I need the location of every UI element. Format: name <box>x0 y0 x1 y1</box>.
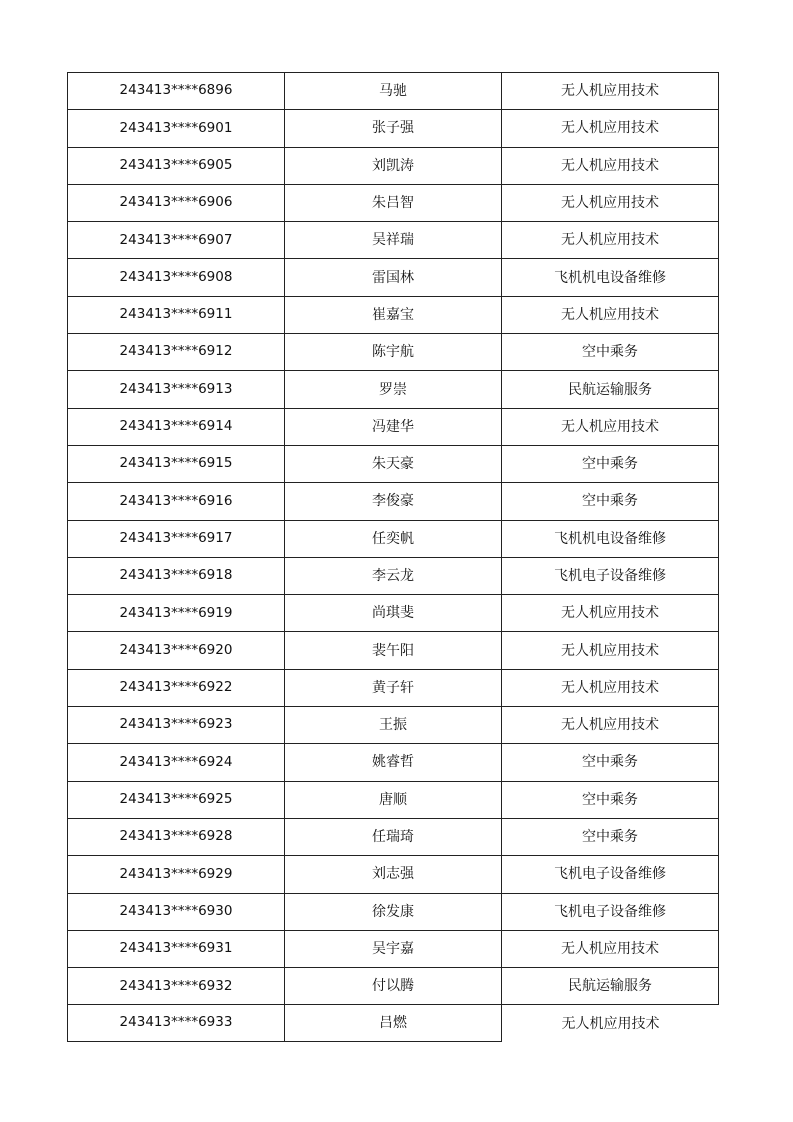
major-cell: 空中乘务 <box>502 445 719 482</box>
student-name-cell: 唐顺 <box>284 781 502 818</box>
student-id-cell: 243413****6932 <box>67 967 284 1004</box>
student-name-cell: 任奕帆 <box>284 520 502 557</box>
major-cell: 飞机机电设备维修 <box>502 258 719 295</box>
major-cell: 空中乘务 <box>502 333 719 370</box>
student-id-cell: 243413****6911 <box>67 296 284 333</box>
major-cell: 飞机电子设备维修 <box>502 893 719 930</box>
table-row <box>67 631 719 668</box>
student-id-cell: 243413****6931 <box>67 930 284 967</box>
major-cell: 空中乘务 <box>502 482 719 519</box>
major-cell: 无人机应用技术 <box>502 930 719 967</box>
student-name-cell: 付以腾 <box>284 967 502 1004</box>
student-id-cell: 243413****6918 <box>67 557 284 594</box>
table-row <box>67 855 719 892</box>
major-cell: 无人机应用技术 <box>502 408 719 445</box>
student-id-cell: 243413****6907 <box>67 221 284 258</box>
table-row <box>67 258 719 295</box>
major-cell: 飞机机电设备维修 <box>502 520 719 557</box>
student-id-cell: 243413****6913 <box>67 370 284 407</box>
table-row <box>67 1004 719 1041</box>
student-name-cell: 吴祥瑞 <box>284 221 502 258</box>
table-row <box>67 296 719 333</box>
student-id-cell: 243413****6901 <box>67 109 284 146</box>
student-name-cell: 吕燃 <box>284 1004 502 1041</box>
table-row <box>67 109 719 146</box>
table-row <box>67 706 719 743</box>
table-row <box>67 408 719 445</box>
student-id-cell: 243413****6924 <box>67 743 284 780</box>
table-row <box>67 482 719 519</box>
student-name-cell: 尚琪斐 <box>284 594 502 631</box>
student-name-cell: 陈宇航 <box>284 333 502 370</box>
major-cell: 无人机应用技术 <box>502 109 719 146</box>
student-id-cell: 243413****6915 <box>67 445 284 482</box>
student-name-cell: 李俊豪 <box>284 482 502 519</box>
student-id-cell: 243413****6905 <box>67 147 284 184</box>
major-cell: 民航运输服务 <box>502 370 719 407</box>
major-cell: 无人机应用技术 <box>502 221 719 258</box>
student-table <box>67 72 719 1042</box>
table-row <box>67 781 719 818</box>
major-cell: 飞机电子设备维修 <box>502 855 719 892</box>
table-row <box>67 72 719 109</box>
student-name-cell: 李云龙 <box>284 557 502 594</box>
student-id-cell: 243413****6929 <box>67 855 284 892</box>
student-name-cell: 刘志强 <box>284 855 502 892</box>
student-name-cell: 吴宇嘉 <box>284 930 502 967</box>
student-name-cell: 罗崇 <box>284 370 502 407</box>
student-id-cell: 243413****6912 <box>67 333 284 370</box>
student-id-cell: 243413****6917 <box>67 520 284 557</box>
major-cell: 民航运输服务 <box>502 967 719 1004</box>
table-row <box>67 445 719 482</box>
major-cell: 空中乘务 <box>502 743 719 780</box>
major-cell: 无人机应用技术 <box>502 296 719 333</box>
table-row <box>67 333 719 370</box>
student-name-cell: 徐发康 <box>284 893 502 930</box>
student-id-cell: 243413****6919 <box>67 594 284 631</box>
student-name-cell: 黄子轩 <box>284 669 502 706</box>
table-row <box>67 967 719 1004</box>
student-name-cell: 崔嘉宝 <box>284 296 502 333</box>
table-row <box>67 594 719 631</box>
student-id-cell: 243413****6908 <box>67 258 284 295</box>
student-name-cell: 裴午阳 <box>284 631 502 668</box>
table-row <box>67 221 719 258</box>
major-cell: 无人机应用技术 <box>502 72 719 109</box>
table-row <box>67 147 719 184</box>
student-id-cell: 243413****6922 <box>67 669 284 706</box>
student-name-cell: 刘凯涛 <box>284 147 502 184</box>
student-id-cell: 243413****6916 <box>67 482 284 519</box>
student-id-cell: 243413****6896 <box>67 72 284 109</box>
student-id-cell: 243413****6920 <box>67 631 284 668</box>
table-row <box>67 893 719 930</box>
table-row <box>67 370 719 407</box>
major-cell: 无人机应用技术 <box>502 594 719 631</box>
major-cell: 无人机应用技术 <box>502 706 719 743</box>
major-cell: 空中乘务 <box>502 781 719 818</box>
student-id-cell: 243413****6923 <box>67 706 284 743</box>
table-row <box>67 930 719 967</box>
major-cell: 无人机应用技术 <box>502 1004 719 1041</box>
student-id-cell: 243413****6925 <box>67 781 284 818</box>
student-id-cell: 243413****6930 <box>67 893 284 930</box>
student-name-cell: 马驰 <box>284 72 502 109</box>
table-row <box>67 184 719 221</box>
major-cell: 无人机应用技术 <box>502 631 719 668</box>
table-row <box>67 669 719 706</box>
table-row <box>67 557 719 594</box>
student-name-cell: 王振 <box>284 706 502 743</box>
major-cell: 空中乘务 <box>502 818 719 855</box>
student-id-cell: 243413****6933 <box>67 1004 284 1041</box>
student-name-cell: 冯建华 <box>284 408 502 445</box>
student-name-cell: 姚睿哲 <box>284 743 502 780</box>
student-id-cell: 243413****6928 <box>67 818 284 855</box>
major-cell: 无人机应用技术 <box>502 147 719 184</box>
student-name-cell: 朱天豪 <box>284 445 502 482</box>
major-cell: 飞机电子设备维修 <box>502 557 719 594</box>
table-row <box>67 818 719 855</box>
major-cell: 无人机应用技术 <box>502 669 719 706</box>
table-row <box>67 520 719 557</box>
student-name-cell: 张子强 <box>284 109 502 146</box>
table-row <box>67 743 719 780</box>
student-name-cell: 朱吕智 <box>284 184 502 221</box>
student-name-cell: 雷国林 <box>284 258 502 295</box>
major-cell: 无人机应用技术 <box>502 184 719 221</box>
student-id-cell: 243413****6906 <box>67 184 284 221</box>
student-name-cell: 任瑞琦 <box>284 818 502 855</box>
student-id-cell: 243413****6914 <box>67 408 284 445</box>
